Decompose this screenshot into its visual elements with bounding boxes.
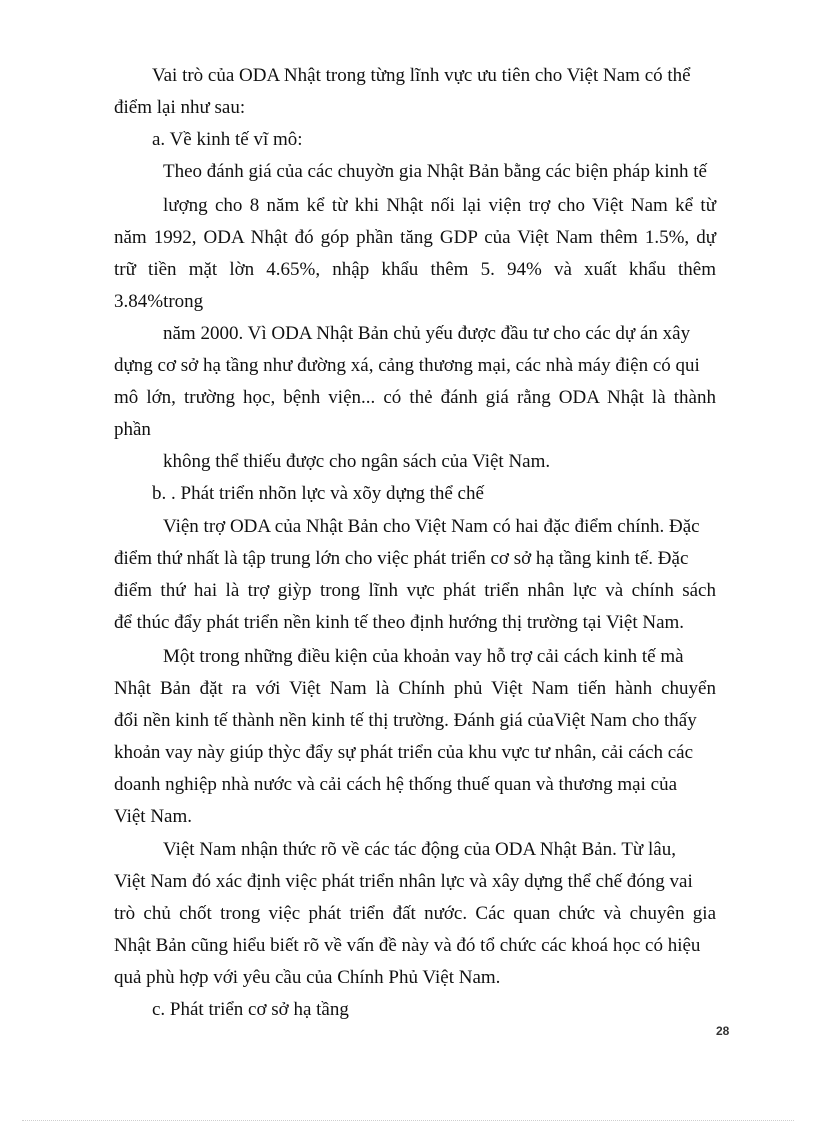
- body-line: Viện trợ ODA của Nhật Bản cho Việt Nam có hai đặc điểm chính. Đặc: [163, 516, 700, 537]
- body-line: trò chủ chốt trong việc phát triển đất nước. Các quan chức và chuyên gia: [114, 903, 716, 924]
- body-line: Việt Nam nhận thức rõ về các tác động của ODA Nhật Bản. Từ lâu,: [163, 839, 676, 860]
- body-line: để thúc đẩy phát triển nền kinh tế theo định hướng thị trường tại Việt Nam.: [114, 612, 685, 633]
- body-line: điểm thứ hai là trợ giỳp trong lĩnh vực phát triển nhân lực và chính sách: [114, 580, 716, 601]
- body-line: Việt Nam.: [114, 806, 193, 827]
- body-line: điểm lại như sau:: [114, 97, 246, 118]
- footer-divider: [22, 1120, 794, 1121]
- page-number: 28: [716, 1024, 730, 1038]
- body-line: Theo đánh giá của các chuyờn gia Nhật Bản bằng các biện pháp kinh tế: [163, 161, 707, 182]
- body-line: năm 1992, ODA Nhật đó góp phần tăng GDP của Việt Nam thêm 1.5%, dự: [114, 227, 716, 248]
- section-heading-b: b. . Phát triển nhõn lực và xõy dựng thể chế: [152, 483, 484, 504]
- body-line: Nhật Bản cũng hiểu biết rõ về vấn đề này và đó tổ chức các khoá học có hiệu: [114, 935, 701, 956]
- body-line: năm 2000. Vì ODA Nhật Bản chủ yếu được đầu tư cho các dự án xây: [163, 323, 691, 344]
- body-line: Vai trò của ODA Nhật trong từng lĩnh vực ưu tiên cho Việt Nam có thể: [152, 65, 691, 86]
- body-line: 3.84%trong: [114, 291, 204, 312]
- section-heading-a: a. Về kinh tế vĩ mô:: [152, 129, 303, 150]
- body-line: phần: [114, 419, 151, 440]
- body-line: điểm thứ nhất là tập trung lớn cho việc phát triển cơ sở hạ tầng kinh tế. Đặc: [114, 548, 689, 569]
- body-line: lượng cho 8 năm kể từ khi Nhật nối lại viện trợ cho Việt Nam kể từ: [163, 195, 716, 216]
- body-line: mô lớn, trường học, bệnh viện... có thẻ đánh giá rằng ODA Nhật là thành: [114, 387, 716, 408]
- body-line: dựng cơ sở hạ tầng như đường xá, cảng thương mại, các nhà máy điện có qui: [114, 355, 700, 376]
- body-line: Việt Nam đó xác định việc phát triển nhân lực và xây dựng thể chế đóng vai: [114, 871, 693, 892]
- body-line: quả phù hợp với yêu cầu của Chính Phủ Việt Nam.: [114, 967, 501, 988]
- body-line: đổi nền kinh tế thành nền kinh tế thị trường. Đánh giá củaViệt Nam cho thấy: [114, 710, 697, 731]
- body-line: không thể thiếu được cho ngân sách của Việt Nam.: [163, 451, 551, 472]
- body-line: khoản vay này giúp thỳc đẩy sự phát triển của khu vực tư nhân, cải cách các: [114, 742, 694, 763]
- body-line: doanh nghiệp nhà nước và cải cách hệ thống thuế quan và thương mại của: [114, 774, 678, 795]
- section-heading-c: c. Phát triển cơ sở hạ tầng: [152, 999, 349, 1020]
- body-line: Một trong những điều kiện của khoản vay hỗ trợ cải cách kinh tế mà: [163, 646, 684, 667]
- body-line: Nhật Bản đặt ra với Việt Nam là Chính phủ Việt Nam tiến hành chuyển: [114, 678, 716, 699]
- body-line: trữ tiền mặt lờn 4.65%, nhập khẩu thêm 5. 94% và xuất khẩu thêm: [114, 259, 716, 280]
